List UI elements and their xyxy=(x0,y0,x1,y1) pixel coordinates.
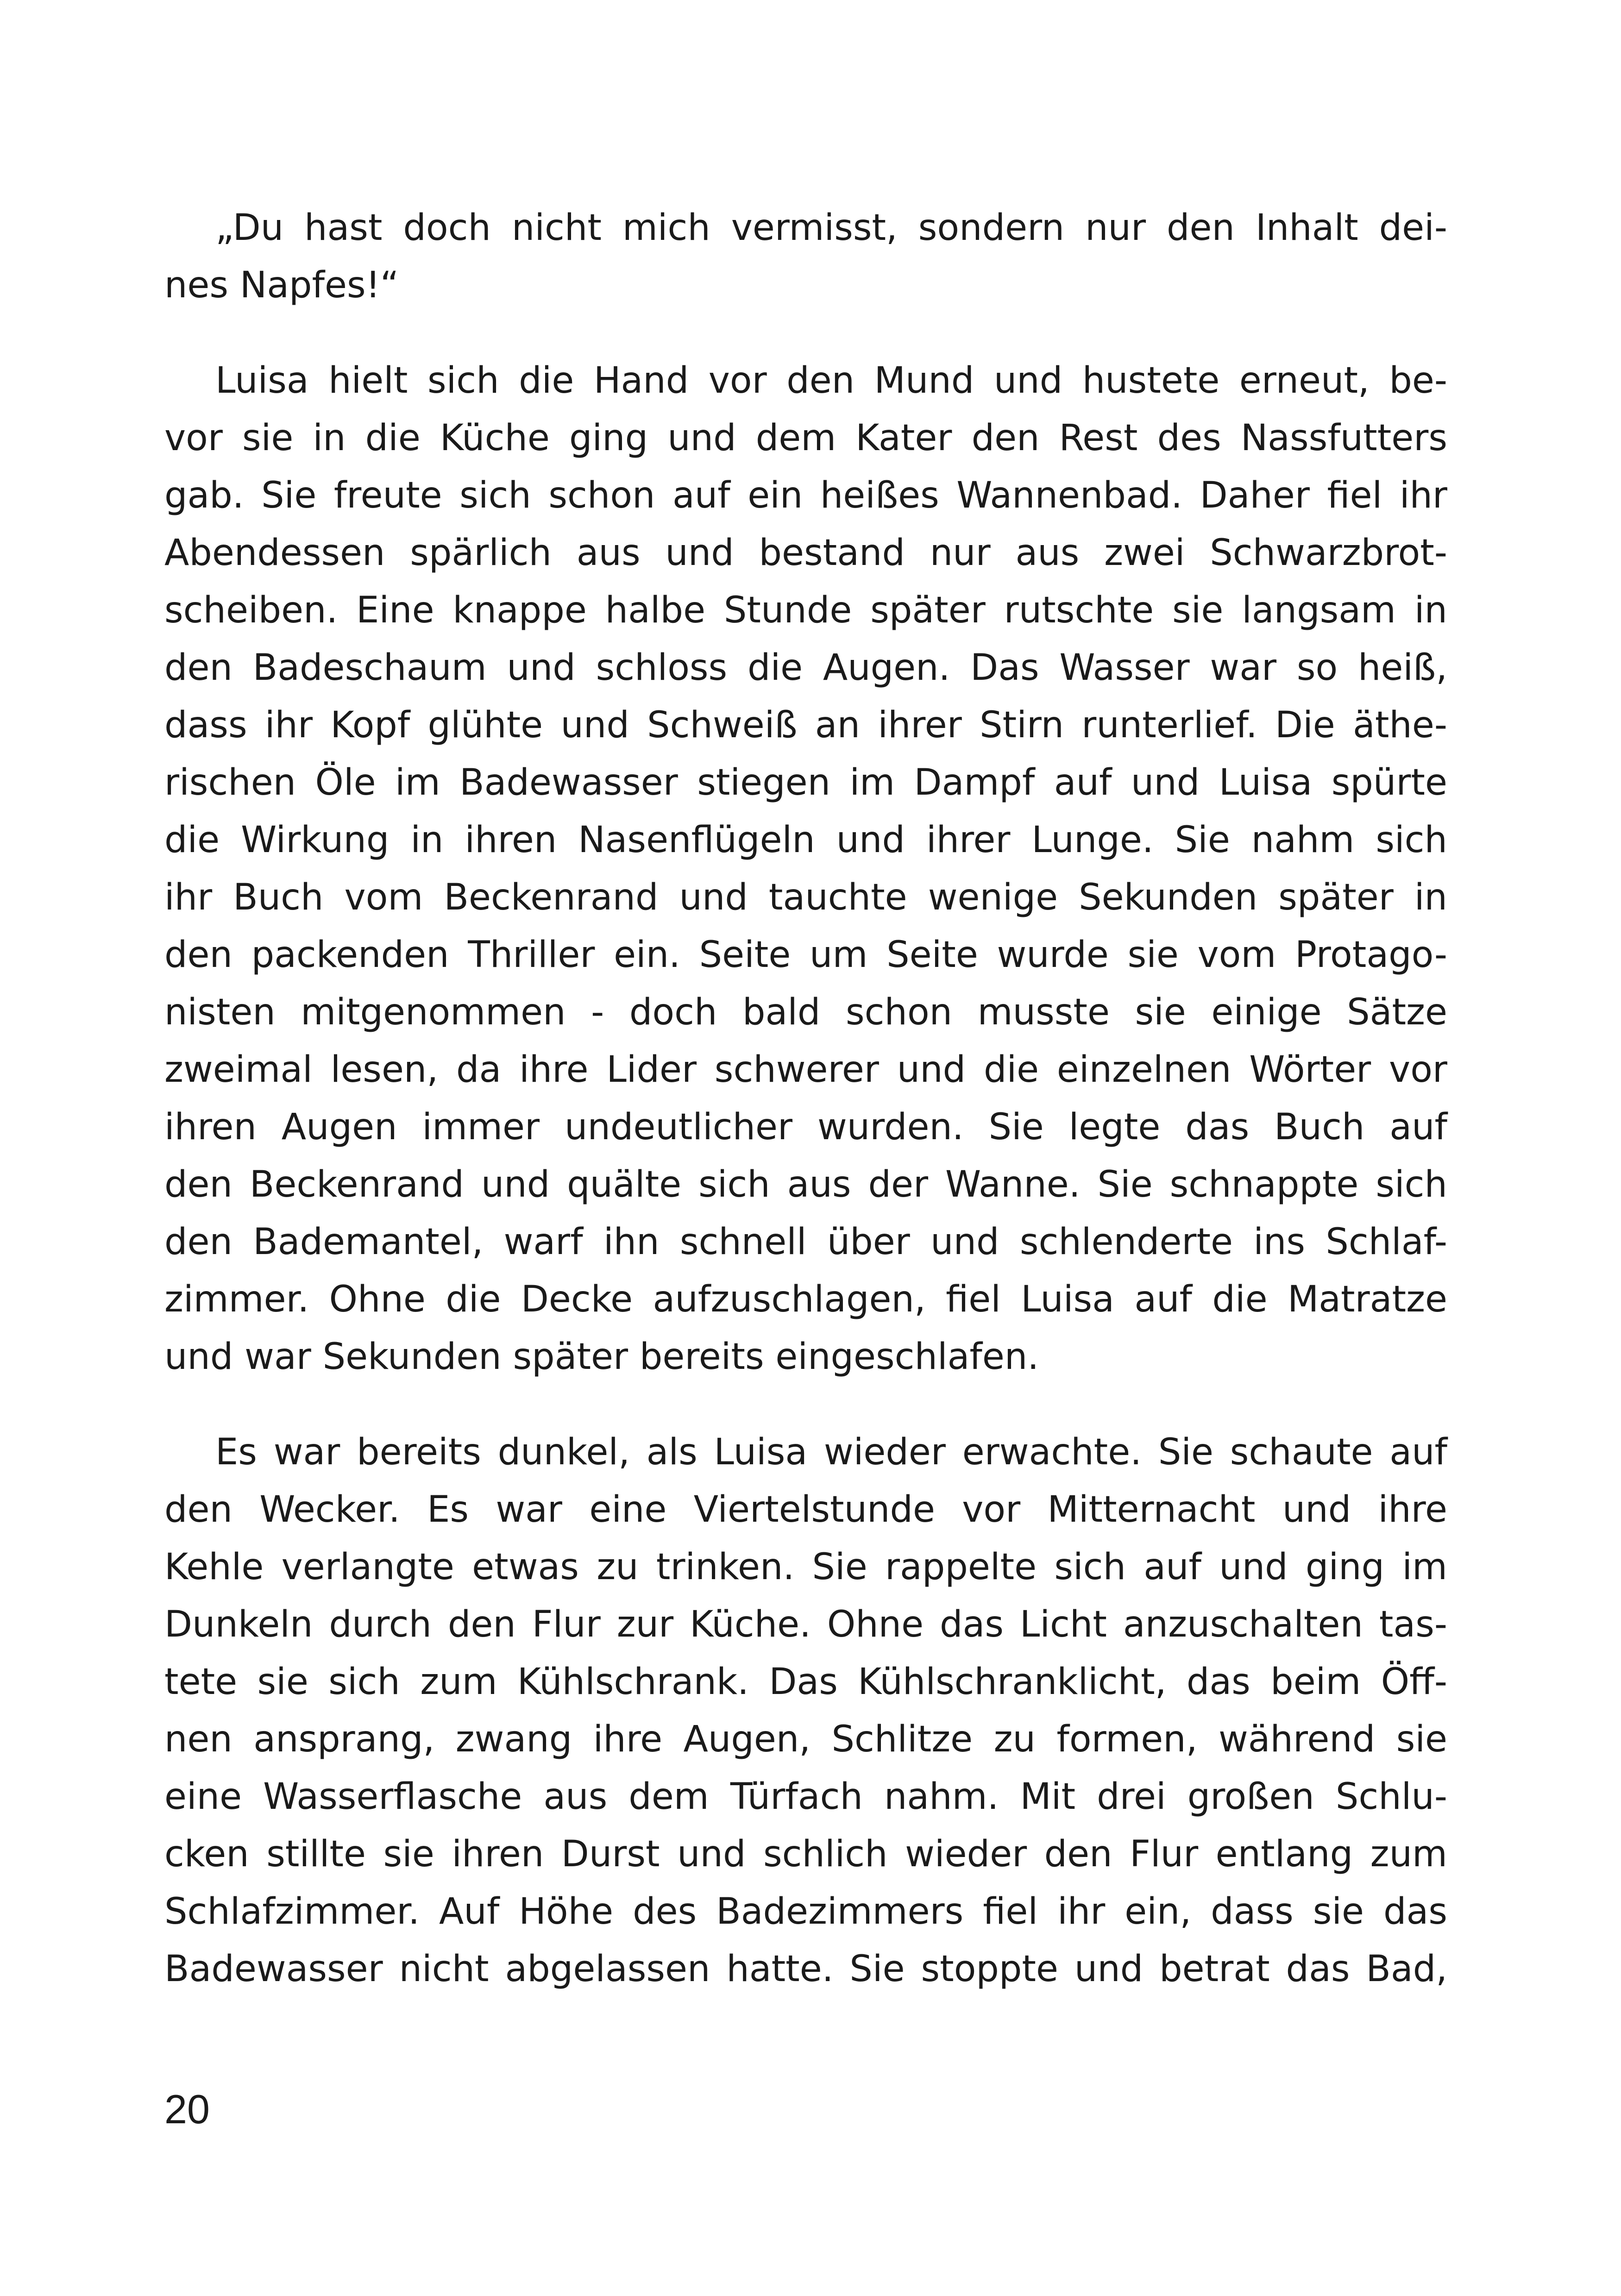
text-line: dass ihr Kopf glühte und Schweiß an ihrer Stirn runterlief. Die äthe- xyxy=(164,704,1447,746)
paragraph-gap xyxy=(164,314,1447,352)
text-line: die Wirkung in ihren Nasenflügeln und ihrer Lunge. Sie nahm sich xyxy=(164,819,1447,861)
text-line: Badewasser nicht abgelassen hatte. Sie stoppte und betrat das Bad, xyxy=(164,1948,1447,1990)
text-line: scheiben. Eine knappe halbe Stunde später rutschte sie langsam in xyxy=(164,590,1447,631)
text-line: Dunkeln durch den Flur zur Küche. Ohne das Licht anzuschalten tas- xyxy=(164,1604,1447,1645)
text-line: den Beckenrand und quälte sich aus der Wanne. Sie schnappte sich xyxy=(164,1164,1447,1205)
text-line: Luisa hielt sich die Hand vor den Mund und hustete erneut, be- xyxy=(215,360,1447,401)
text-line: den packenden Thriller ein. Seite um Seite wurde sie vom Protago- xyxy=(164,934,1447,976)
text-line: nes Napfes!“ xyxy=(164,264,399,306)
text-line: „Du hast doch nicht mich vermisst, sondern nur den Inhalt dei- xyxy=(215,207,1447,249)
text-line: Schlafzimmer. Auf Höhe des Badezimmers fiel ihr ein, dass sie das xyxy=(164,1891,1447,1932)
text-line: den Wecker. Es war eine Viertelstunde vor Mitternacht und ihre xyxy=(164,1489,1447,1531)
text-line: gab. Sie freute sich schon auf ein heißes Wannenbad. Daher fiel ihr xyxy=(164,475,1447,516)
text-line: ihr Buch vom Beckenrand und tauchte wenige Sekunden später in xyxy=(164,877,1447,918)
text-line: Es war bereits dunkel, als Luisa wieder erwachte. Sie schaute auf xyxy=(215,1431,1447,1473)
body-text xyxy=(164,199,1447,1998)
text-line: Abendessen spärlich aus und bestand nur aus zwei Schwarzbrot- xyxy=(164,532,1447,574)
paragraph-gap xyxy=(164,1386,1447,1424)
page-number: 20 xyxy=(164,2086,210,2132)
text-line: den Bademantel, warf ihn schnell über und schlenderte ins Schlaf- xyxy=(164,1221,1447,1263)
text-line: vor sie in die Küche ging und dem Kater den Rest des Nassfutters xyxy=(164,417,1447,459)
text-line: cken stillte sie ihren Durst und schlich wieder den Flur entlang zum xyxy=(164,1833,1447,1875)
text-line: ihren Augen immer undeutlicher wurden. Sie legte das Buch auf xyxy=(164,1106,1447,1148)
text-line: eine Wasserflasche aus dem Türfach nahm. Mit drei großen Schlu- xyxy=(164,1776,1447,1818)
text-line: rischen Öle im Badewasser stiegen im Dampf auf und Luisa spürte xyxy=(164,762,1447,803)
text-line: nen ansprang, zwang ihre Augen, Schlitze zu formen, während sie xyxy=(164,1719,1447,1760)
text-line: den Badeschaum und schloss die Augen. Das Wasser war so heiß, xyxy=(164,647,1447,689)
text-line: und war Sekunden später bereits eingeschlafen. xyxy=(164,1336,1039,1378)
text-line: tete sie sich zum Kühlschrank. Das Kühlschranklicht, das beim Öff- xyxy=(164,1661,1447,1703)
text-line: Kehle verlangte etwas zu trinken. Sie rappelte sich auf und ging im xyxy=(164,1546,1447,1588)
text-line: nisten mitgenommen - doch bald schon musste sie einige Sätze xyxy=(164,991,1447,1033)
text-line: zweimal lesen, da ihre Lider schwerer und die einzelnen Wörter vor xyxy=(164,1049,1447,1091)
text-line: zimmer. Ohne die Decke aufzuschlagen, fiel Luisa auf die Matratze xyxy=(164,1279,1447,1320)
